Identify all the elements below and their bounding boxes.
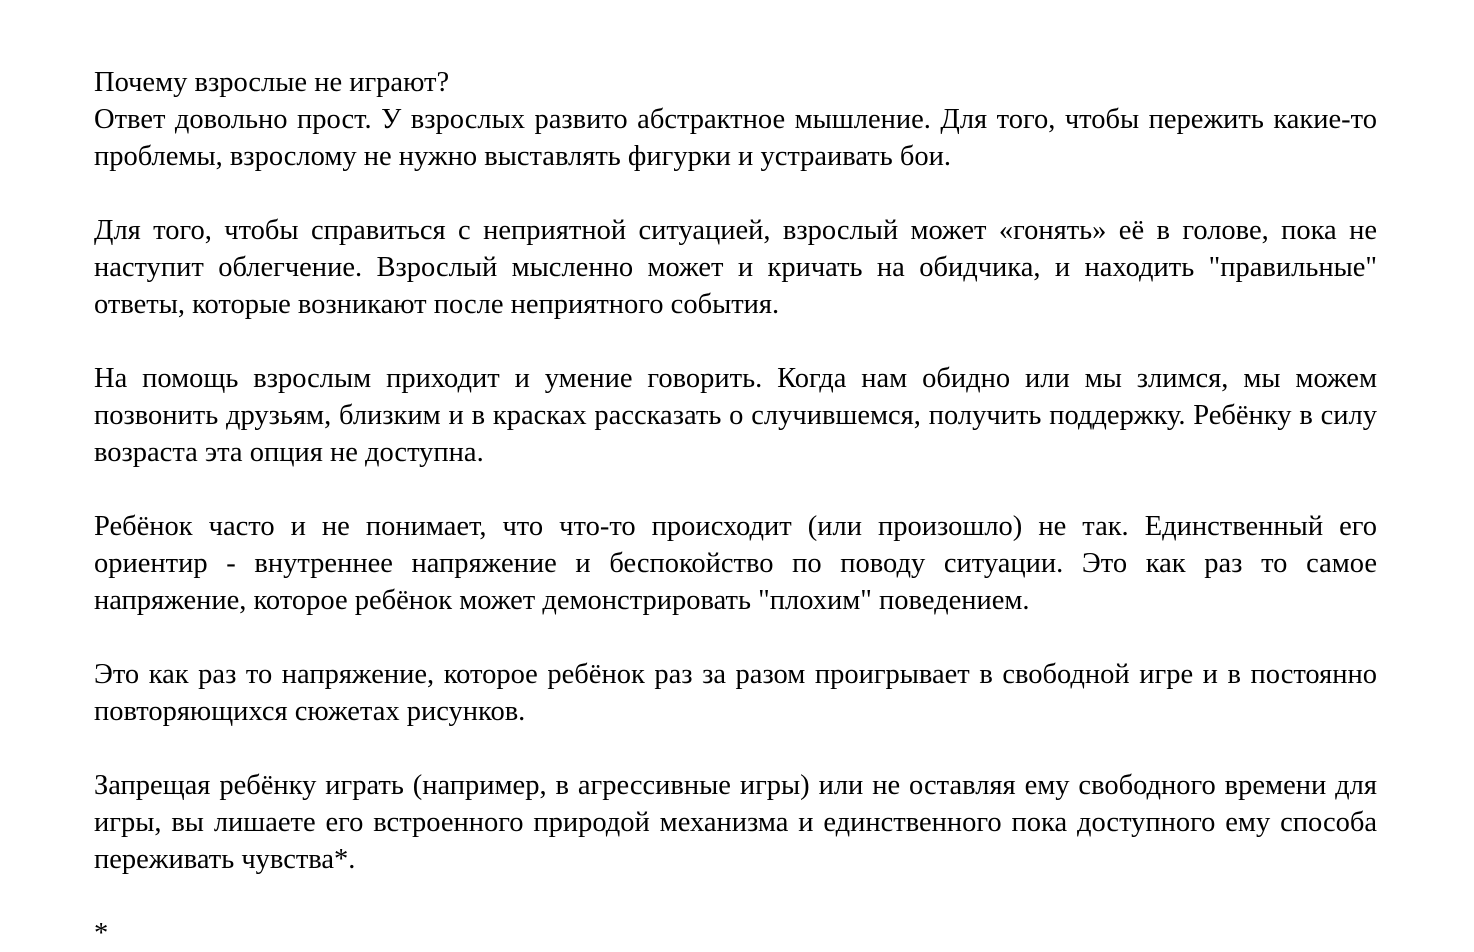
paragraph-6: Запрещая ребёнку играть (например, в агрессивные игры) или не оставляя ему свободного времени для игры, вы лишаете его встроенного природой механизма и единственного пока доступного ему способа переживать чувства*. (94, 770, 1377, 875)
document-heading: Почему взрослые не играют? (94, 67, 450, 98)
paragraph-4: Ребёнок часто и не понимает, что что-то происходит (или произошло) не так. Единственный его ориентир - внутреннее напряжение и беспокойство по поводу ситуации. Это как раз то самое напряжение, которое ребёнок может демонстрировать "плохим" поведением. (94, 511, 1377, 616)
paragraph-1: Ответ довольно прост. У взрослых развито абстрактное мышление. Для того, чтобы пережить какие-то проблемы, взрослому не нужно выставлять фигурки и устраивать бои. (94, 104, 1377, 172)
footnote-line: * (94, 918, 109, 949)
paragraph-5: Это как раз то напряжение, которое ребёнок раз за разом проигрывает в свободной игре и в постоянно повторяющихся сюжетах рисунков. (94, 659, 1377, 727)
document-page (94, 64, 1377, 952)
paragraph-2: Для того, чтобы справиться с неприятной ситуацией, взрослый может «гонять» её в голове, пока не наступит облегчение. Взрослый мысленно может и кричать на обидчика, и находить "правильные" ответы, которые возникают после неприятного события. (94, 215, 1377, 320)
paragraph-3: На помощь взрослым приходит и умение говорить. Когда нам обидно или мы злимся, мы можем позвонить друзьям, близким и в красках рассказать о случившемся, получить поддержку. Ребёнку в силу возраста эта опция не доступна. (94, 363, 1377, 468)
